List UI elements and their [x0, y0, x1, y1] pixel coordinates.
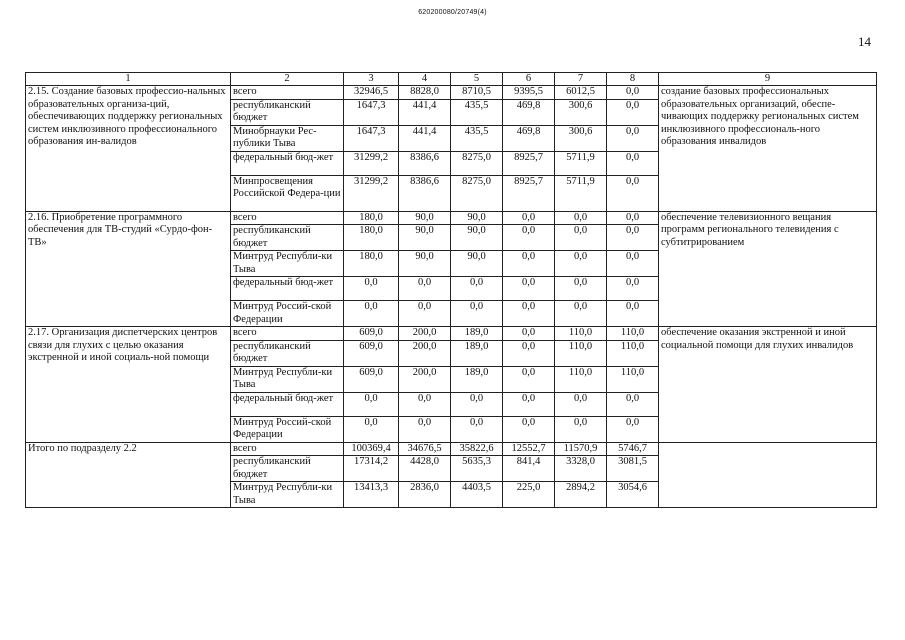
amount-cell: 8386,6	[399, 175, 451, 211]
amount-cell: 0,0	[503, 225, 555, 251]
amount-cell: 180,0	[344, 211, 399, 225]
amount-cell: 100369,4	[344, 442, 399, 456]
amount-cell: 609,0	[344, 366, 399, 392]
amount-cell: 0,0	[503, 392, 555, 416]
result-cell: обеспечение телевизионного вещания программ регионального телевидения с субтитрированием	[659, 211, 877, 327]
amount-cell: 0,0	[607, 99, 659, 125]
amount-cell: 841,4	[503, 456, 555, 482]
amount-cell: 0,0	[607, 225, 659, 251]
funding-source-cell: всего	[231, 86, 344, 100]
amount-cell: 8925,7	[503, 151, 555, 175]
col-header: 6	[503, 73, 555, 86]
amount-cell: 435,5	[451, 99, 503, 125]
amount-cell: 8710,5	[451, 86, 503, 100]
table-row	[26, 211, 877, 225]
amount-cell: 0,0	[344, 277, 399, 301]
amount-cell: 189,0	[451, 366, 503, 392]
amount-cell: 0,0	[607, 416, 659, 442]
page-number: 14	[858, 34, 871, 49]
amount-cell: 5711,9	[555, 151, 607, 175]
amount-cell: 31299,2	[344, 175, 399, 211]
amount-cell: 0,0	[451, 416, 503, 442]
amount-cell: 13413,3	[344, 482, 399, 508]
amount-cell: 0,0	[607, 125, 659, 151]
table-body	[26, 73, 877, 508]
amount-cell: 0,0	[451, 301, 503, 327]
amount-cell: 90,0	[451, 211, 503, 225]
amount-cell: 2836,0	[399, 482, 451, 508]
amount-cell: 4403,5	[451, 482, 503, 508]
amount-cell: 200,0	[399, 340, 451, 366]
amount-cell: 110,0	[607, 366, 659, 392]
amount-cell: 469,8	[503, 99, 555, 125]
amount-cell: 0,0	[607, 151, 659, 175]
amount-cell: 0,0	[555, 277, 607, 301]
amount-cell: 0,0	[503, 277, 555, 301]
amount-cell: 9395,5	[503, 86, 555, 100]
amount-cell: 110,0	[555, 340, 607, 366]
col-header: 7	[555, 73, 607, 86]
amount-cell: 0,0	[399, 392, 451, 416]
amount-cell: 0,0	[503, 211, 555, 225]
amount-cell: 609,0	[344, 327, 399, 341]
amount-cell: 0,0	[399, 301, 451, 327]
amount-cell: 0,0	[503, 416, 555, 442]
document-id: 620200080/20749(4)	[418, 9, 487, 16]
col-header: 2	[231, 73, 344, 86]
col-header: 4	[399, 73, 451, 86]
amount-cell: 0,0	[503, 251, 555, 277]
amount-cell: 435,5	[451, 125, 503, 151]
funding-source-cell: всего	[231, 327, 344, 341]
amount-cell: 0,0	[344, 416, 399, 442]
result-cell: создание базовых профессиональных образовательных организаций, обеспе-чивающих поддержку региональных систем инклюзивного профессиональ-ного образования инвалидов	[659, 86, 877, 212]
amount-cell: 0,0	[451, 277, 503, 301]
funding-source-cell: федеральный бюд-жет	[231, 277, 344, 301]
amount-cell: 0,0	[555, 416, 607, 442]
funding-source-cell: республиканский бюджет	[231, 340, 344, 366]
amount-cell: 0,0	[555, 225, 607, 251]
table-row	[26, 442, 877, 456]
header-row	[26, 73, 877, 86]
col-header: 3	[344, 73, 399, 86]
amount-cell: 12552,7	[503, 442, 555, 456]
amount-cell: 90,0	[399, 211, 451, 225]
amount-cell: 225,0	[503, 482, 555, 508]
amount-cell: 3081,5	[607, 456, 659, 482]
table-row	[26, 86, 877, 100]
amount-cell: 32946,5	[344, 86, 399, 100]
funding-source-cell: республиканский бюджет	[231, 225, 344, 251]
amount-cell: 180,0	[344, 225, 399, 251]
amount-cell: 1647,3	[344, 125, 399, 151]
amount-cell: 1647,3	[344, 99, 399, 125]
amount-cell: 441,4	[399, 125, 451, 151]
amount-cell: 90,0	[451, 225, 503, 251]
amount-cell: 0,0	[555, 301, 607, 327]
amount-cell: 0,0	[344, 392, 399, 416]
amount-cell: 90,0	[451, 251, 503, 277]
funding-source-cell: Минпросвещения Российской Федера-ции	[231, 175, 344, 211]
col-header: 1	[26, 73, 231, 86]
funding-source-cell: всего	[231, 211, 344, 225]
amount-cell: 0,0	[503, 301, 555, 327]
amount-cell: 180,0	[344, 251, 399, 277]
amount-cell: 0,0	[555, 392, 607, 416]
funding-source-cell: федеральный бюд-жет	[231, 151, 344, 175]
amount-cell: 0,0	[399, 277, 451, 301]
amount-cell: 8925,7	[503, 175, 555, 211]
result-cell: обеспечение оказания экстренной и иной социальной помощи для глухих инвалидов	[659, 327, 877, 443]
amount-cell: 110,0	[555, 327, 607, 341]
funding-source-cell: федеральный бюд-жет	[231, 392, 344, 416]
amount-cell: 0,0	[399, 416, 451, 442]
amount-cell: 6012,5	[555, 86, 607, 100]
activity-cell: 2.16. Приобретение программного обеспечения для ТВ-студий «Сурдо-фон-ТВ»	[26, 211, 231, 327]
amount-cell: 17314,2	[344, 456, 399, 482]
amount-cell: 34676,5	[399, 442, 451, 456]
amount-cell: 3054,6	[607, 482, 659, 508]
result-cell	[659, 442, 877, 508]
amount-cell: 0,0	[503, 340, 555, 366]
amount-cell: 0,0	[344, 301, 399, 327]
funding-source-cell: Минтруд Республи-ки Тыва	[231, 482, 344, 508]
amount-cell: 189,0	[451, 340, 503, 366]
amount-cell: 5746,7	[607, 442, 659, 456]
amount-cell: 2894,2	[555, 482, 607, 508]
funding-source-cell: республиканский бюджет	[231, 99, 344, 125]
amount-cell: 0,0	[555, 211, 607, 225]
amount-cell: 90,0	[399, 251, 451, 277]
funding-source-cell: республиканский бюджет	[231, 456, 344, 482]
amount-cell: 0,0	[607, 277, 659, 301]
amount-cell: 0,0	[607, 86, 659, 100]
amount-cell: 5711,9	[555, 175, 607, 211]
amount-cell: 90,0	[399, 225, 451, 251]
table-row	[26, 327, 877, 341]
funding-source-cell: Минтруд Республи-ки Тыва	[231, 251, 344, 277]
amount-cell: 0,0	[555, 251, 607, 277]
amount-cell: 0,0	[607, 301, 659, 327]
amount-cell: 0,0	[503, 327, 555, 341]
amount-cell: 0,0	[607, 392, 659, 416]
amount-cell: 110,0	[555, 366, 607, 392]
budget-table	[25, 72, 877, 508]
amount-cell: 200,0	[399, 366, 451, 392]
amount-cell: 0,0	[503, 366, 555, 392]
amount-cell: 3328,0	[555, 456, 607, 482]
amount-cell: 8275,0	[451, 151, 503, 175]
amount-cell: 300,6	[555, 125, 607, 151]
col-header: 5	[451, 73, 503, 86]
amount-cell: 110,0	[607, 340, 659, 366]
amount-cell: 35822,6	[451, 442, 503, 456]
funding-source-cell: Минтруд Россий-ской Федерации	[231, 301, 344, 327]
amount-cell: 200,0	[399, 327, 451, 341]
col-header: 8	[607, 73, 659, 86]
funding-source-cell: Минтруд Республи-ки Тыва	[231, 366, 344, 392]
funding-source-cell: всего	[231, 442, 344, 456]
col-header: 9	[659, 73, 877, 86]
amount-cell: 110,0	[607, 327, 659, 341]
activity-cell: Итого по подразделу 2.2	[26, 442, 231, 508]
activity-cell: 2.17. Организация диспетчерских центров связи для глухих с целью оказания экстренной и иной социаль-ной помощи	[26, 327, 231, 443]
amount-cell: 300,6	[555, 99, 607, 125]
amount-cell: 31299,2	[344, 151, 399, 175]
amount-cell: 8386,6	[399, 151, 451, 175]
amount-cell: 0,0	[607, 175, 659, 211]
funding-source-cell: Минтруд Россий-ской Федерации	[231, 416, 344, 442]
amount-cell: 469,8	[503, 125, 555, 151]
amount-cell: 189,0	[451, 327, 503, 341]
amount-cell: 8828,0	[399, 86, 451, 100]
funding-source-cell: Минобрнауки Рес-публики Тыва	[231, 125, 344, 151]
amount-cell: 0,0	[451, 392, 503, 416]
activity-cell: 2.15. Создание базовых профессио-нальных образовательных организа-ций, обеспечивающих поддержку региональных систем инклюзивного профессионального образования ин-валидов	[26, 86, 231, 212]
amount-cell: 441,4	[399, 99, 451, 125]
amount-cell: 8275,0	[451, 175, 503, 211]
amount-cell: 4428,0	[399, 456, 451, 482]
amount-cell: 609,0	[344, 340, 399, 366]
amount-cell: 11570,9	[555, 442, 607, 456]
amount-cell: 0,0	[607, 211, 659, 225]
amount-cell: 5635,3	[451, 456, 503, 482]
amount-cell: 0,0	[607, 251, 659, 277]
